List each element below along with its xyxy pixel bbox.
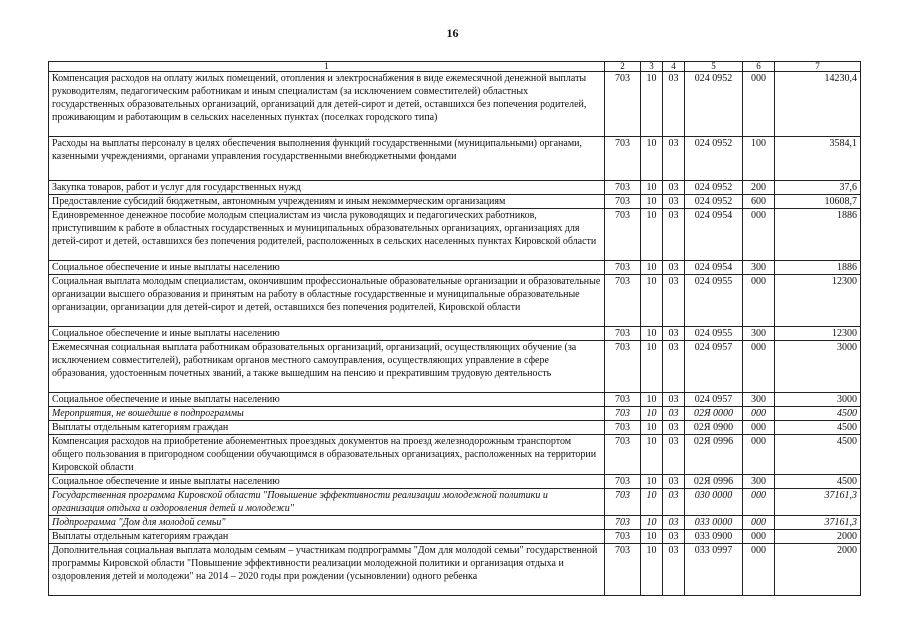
- section-code: 10: [641, 341, 663, 393]
- target-article-code: 024 0954: [685, 261, 743, 275]
- section-code: 10: [641, 516, 663, 530]
- row-name: Социальное обеспечение и иные выплаты населению: [49, 475, 605, 489]
- ministry-code: 703: [605, 407, 641, 421]
- ministry-code: 703: [605, 275, 641, 327]
- ministry-code: 703: [605, 393, 641, 407]
- amount: 2000: [775, 530, 861, 544]
- section-code: 10: [641, 421, 663, 435]
- table-row: [49, 393, 861, 407]
- amount: 4500: [775, 435, 861, 475]
- target-article-code: 033 0000: [685, 516, 743, 530]
- amount: 4500: [775, 407, 861, 421]
- header-cell: 7: [775, 62, 861, 72]
- subsection-code: 03: [663, 327, 685, 341]
- target-article-code: 024 0954: [685, 209, 743, 261]
- amount: 37,6: [775, 181, 861, 195]
- row-name: Компенсация расходов на приобретение абонементных проездных документов на проезд железнодорожным транспортом общего пользования в пригородном сообщении обучающимся в образовательных организациях, расположенных на территории Кировской области: [49, 435, 605, 475]
- ministry-code: 703: [605, 195, 641, 209]
- ministry-code: 703: [605, 475, 641, 489]
- section-code: 10: [641, 209, 663, 261]
- ministry-code: 703: [605, 530, 641, 544]
- target-article-code: 024 0952: [685, 137, 743, 181]
- expense-type-code: 000: [743, 489, 775, 516]
- ministry-code: 703: [605, 327, 641, 341]
- table-row: [49, 327, 861, 341]
- amount: 1886: [775, 209, 861, 261]
- amount: 3584,1: [775, 137, 861, 181]
- subsection-code: 03: [663, 475, 685, 489]
- expense-type-code: 300: [743, 475, 775, 489]
- target-article-code: 02Я 0900: [685, 421, 743, 435]
- section-code: 10: [641, 195, 663, 209]
- row-name: Предоставление субсидий бюджетным, автономным учреждениям и иным некоммерческим организациям: [49, 195, 605, 209]
- target-article-code: 024 0952: [685, 195, 743, 209]
- section-code: 10: [641, 435, 663, 475]
- page-number: 16: [446, 26, 459, 40]
- header-cell: 4: [663, 62, 685, 72]
- subsection-code: 03: [663, 435, 685, 475]
- table-row: [49, 341, 861, 393]
- row-name: Социальная выплата молодым специалистам, окончившим профессиональные образовательные организации и образовательные организации высшего образования и принятым на работу в областные государственные и муниципальные образовательные организации, организации для детей-сирот и детей, оставшихся без попечения родителей, Кировской области: [49, 275, 605, 327]
- expense-type-code: 000: [743, 407, 775, 421]
- subsection-code: 03: [663, 137, 685, 181]
- subsection-code: 03: [663, 195, 685, 209]
- expense-type-code: 000: [743, 209, 775, 261]
- amount: 1886: [775, 261, 861, 275]
- subsection-code: 03: [663, 275, 685, 327]
- expense-type-code: 300: [743, 327, 775, 341]
- target-article-code: 024 0957: [685, 341, 743, 393]
- expense-type-code: 600: [743, 195, 775, 209]
- amount: 4500: [775, 421, 861, 435]
- subsection-code: 03: [663, 544, 685, 596]
- amount: 37161,3: [775, 489, 861, 516]
- section-code: 10: [641, 407, 663, 421]
- header-cell: 5: [685, 62, 743, 72]
- subsection-code: 03: [663, 261, 685, 275]
- subsection-code: 03: [663, 341, 685, 393]
- table-row: [49, 137, 861, 181]
- header-cell: 3: [641, 62, 663, 72]
- expense-type-code: 000: [743, 341, 775, 393]
- header-cell: 6: [743, 62, 775, 72]
- section-code: 10: [641, 72, 663, 137]
- table-row: [49, 516, 861, 530]
- section-code: 10: [641, 544, 663, 596]
- header-row: [49, 62, 861, 72]
- subsection-code: 03: [663, 72, 685, 137]
- amount: 12300: [775, 327, 861, 341]
- row-name: Единовременное денежное пособие молодым специалистам из числа руководящих и педагогических работников, приступившим к работе в областных государственных и муниципальных образовательных организациях, организациях для детей-сирот и детей, оставшихся без попечения родителей, расположенных в сельских населенных пунктах Кировской области: [49, 209, 605, 261]
- ministry-code: 703: [605, 516, 641, 530]
- expense-type-code: 200: [743, 181, 775, 195]
- row-name: Подпрограмма "Дом для молодой семьи": [49, 516, 605, 530]
- row-name: Выплаты отдельным категориям граждан: [49, 421, 605, 435]
- table-row: [49, 435, 861, 475]
- subsection-code: 03: [663, 516, 685, 530]
- amount: 10608,7: [775, 195, 861, 209]
- table-row: [49, 407, 861, 421]
- ministry-code: 703: [605, 181, 641, 195]
- amount: 4500: [775, 475, 861, 489]
- expense-type-code: 300: [743, 393, 775, 407]
- subsection-code: 03: [663, 489, 685, 516]
- table-row: [49, 181, 861, 195]
- amount: 3000: [775, 341, 861, 393]
- section-code: 10: [641, 475, 663, 489]
- target-article-code: 024 0955: [685, 275, 743, 327]
- target-article-code: 030 0000: [685, 489, 743, 516]
- section-code: 10: [641, 261, 663, 275]
- row-name: Государственная программа Кировской области "Повышение эффективности реализации молодежной политики и организация отдыха и оздоровления детей и молодежи": [49, 489, 605, 516]
- expense-type-code: 000: [743, 435, 775, 475]
- row-name: Социальное обеспечение и иные выплаты населению: [49, 327, 605, 341]
- row-name: Мероприятия, не вошедшие в подпрограммы: [49, 407, 605, 421]
- amount: 14230,4: [775, 72, 861, 137]
- row-name: Дополнительная социальная выплата молодым семьям – участникам подпрограммы "Дом для молодой семьи" государственной программы Кировской области "Повышение эффективности реализации молодежной политики и организация отдыха и оздоровления детей и молодежи" на 2014 – 2020 годы при рождении (усыновлении) одного ребенка: [49, 544, 605, 596]
- target-article-code: 02Я 0000: [685, 407, 743, 421]
- expense-type-code: 000: [743, 275, 775, 327]
- ministry-code: 703: [605, 137, 641, 181]
- target-article-code: 024 0957: [685, 393, 743, 407]
- row-name: Расходы на выплаты персоналу в целях обеспечения выполнения функций государственными (муниципальными) органами, казенными учреждениями, органами управления государственными внебюджетными фондами: [49, 137, 605, 181]
- expense-type-code: 000: [743, 530, 775, 544]
- ministry-code: 703: [605, 209, 641, 261]
- table-row: [49, 209, 861, 261]
- target-article-code: 02Я 0996: [685, 475, 743, 489]
- target-article-code: 02Я 0996: [685, 435, 743, 475]
- target-article-code: 024 0952: [685, 181, 743, 195]
- expense-type-code: 300: [743, 261, 775, 275]
- table-row: [49, 261, 861, 275]
- table-row: [49, 72, 861, 137]
- section-code: 10: [641, 530, 663, 544]
- budget-table: [48, 61, 861, 596]
- ministry-code: 703: [605, 435, 641, 475]
- expense-type-code: 100: [743, 137, 775, 181]
- header-cell: 2: [605, 62, 641, 72]
- subsection-code: 03: [663, 209, 685, 261]
- section-code: 10: [641, 489, 663, 516]
- row-name: Закупка товаров, работ и услуг для государственных нужд: [49, 181, 605, 195]
- row-name: Социальное обеспечение и иные выплаты населению: [49, 393, 605, 407]
- section-code: 10: [641, 327, 663, 341]
- expense-type-code: 000: [743, 544, 775, 596]
- subsection-code: 03: [663, 393, 685, 407]
- expense-type-code: 000: [743, 421, 775, 435]
- ministry-code: 703: [605, 341, 641, 393]
- table-row: [49, 275, 861, 327]
- ministry-code: 703: [605, 421, 641, 435]
- row-name: Компенсация расходов на оплату жилых помещений, отопления и электроснабжения в виде ежемесячной денежной выплаты руководителям, педагогическим работникам и иным специалистам (за исключением совместителей) областных государственных образовательных организаций, организаций для детей-сирот и детей, оставшихся без попечения родителей, проживающим и работающим в сельских населенных пунктах (поселках городского типа): [49, 72, 605, 137]
- table-row: [49, 421, 861, 435]
- target-article-code: 033 0900: [685, 530, 743, 544]
- row-name: Социальное обеспечение и иные выплаты населению: [49, 261, 605, 275]
- ministry-code: 703: [605, 544, 641, 596]
- subsection-code: 03: [663, 421, 685, 435]
- table-row: [49, 489, 861, 516]
- amount: 3000: [775, 393, 861, 407]
- amount: 37161,3: [775, 516, 861, 530]
- amount: 2000: [775, 544, 861, 596]
- row-name: Ежемесячная социальная выплата работникам образовательных организаций, организаций, осуществляющих обучение (за исключением совместителей), работникам органов местного самоуправления, осуществляющих управление в сфере образования, удостоенным почетных званий, а также вышедшим на пенсию и прекратившим трудовую деятельность: [49, 341, 605, 393]
- section-code: 10: [641, 393, 663, 407]
- subsection-code: 03: [663, 407, 685, 421]
- expense-type-code: 000: [743, 516, 775, 530]
- table-row: [49, 530, 861, 544]
- section-code: 10: [641, 275, 663, 327]
- header-cell: 1: [49, 62, 605, 72]
- target-article-code: 033 0997: [685, 544, 743, 596]
- expense-type-code: 000: [743, 72, 775, 137]
- ministry-code: 703: [605, 261, 641, 275]
- table-row: [49, 544, 861, 596]
- ministry-code: 703: [605, 72, 641, 137]
- section-code: 10: [641, 137, 663, 181]
- table-row: [49, 195, 861, 209]
- target-article-code: 024 0955: [685, 327, 743, 341]
- target-article-code: 024 0952: [685, 72, 743, 137]
- table-row: [49, 475, 861, 489]
- subsection-code: 03: [663, 181, 685, 195]
- subsection-code: 03: [663, 530, 685, 544]
- section-code: 10: [641, 181, 663, 195]
- row-name: Выплаты отдельным категориям граждан: [49, 530, 605, 544]
- amount: 12300: [775, 275, 861, 327]
- ministry-code: 703: [605, 489, 641, 516]
